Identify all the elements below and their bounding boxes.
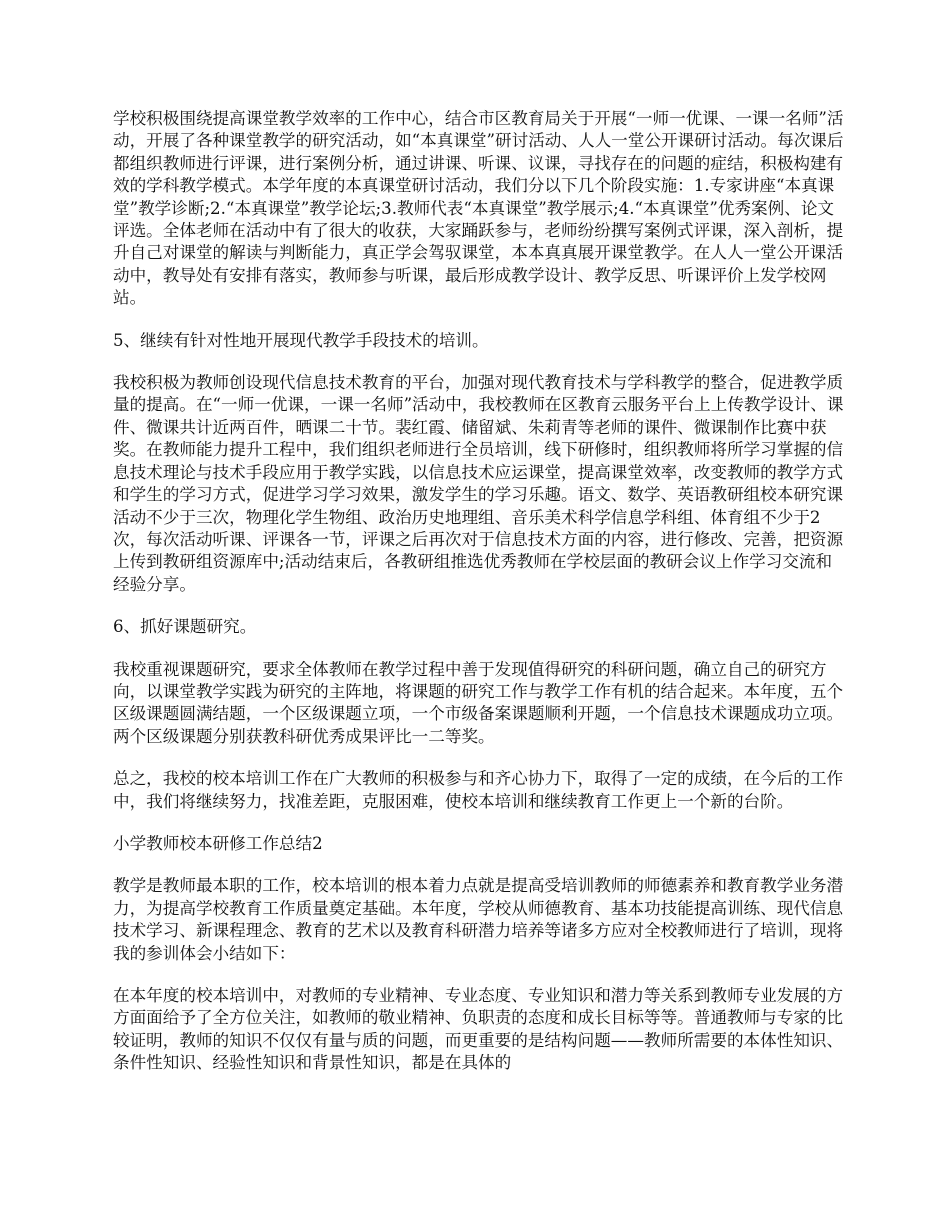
section-title-summary-2: 小学教师校本研修工作总结2 <box>113 833 323 853</box>
heading-item-5: 5、继续有针对性地开展现代教学手段技术的培训。 <box>113 330 489 350</box>
paragraph-teaching-research: 学校积极围绕提高课堂教学效率的工作中心，结合市区教育局关于开展“一师一优课、一课一名师”活动，开展了各种课堂教学的研究活动，如“本真课堂”研讨活动、人人一堂公开课研讨活动。每次课后都组织教师进行评课，进行案例分析，通过讲课、听课、议课，寻找存在的问题的症结，积极构建有效的学科教学模式。本学年度的本真课堂研讨活动，我们分以下几个阶段实施：1.专家讲座“本真课堂”教学诊断;2.“本真课堂”教学论坛;3.教师代表“本真课堂”教学展示;4.“本真课堂”优秀案例、论文评选。全体老师在活动中有了很大的收获，大家踊跃参与，老师纷纷撰写案例式评课，深入剖析，提升自己对课堂的解读与判断能力，真正学会驾驭课堂，本本真真展开课堂教学。在人人一堂公开课活动中，教导处有安排有落实，教师参与听课，最后形成教学设计、教学反思、听课评价上发学校网站。 <box>113 109 844 308</box>
paragraph-summary-2-body: 在本年度的校本培训中，对教师的专业精神、专业态度、专业知识和潜力等关系到教师专业发展的方方面面给予了全方位关注，如教师的敬业精神、负职责的态度和成长目标等等。普通教师与专家的比较证明，教师的知识不仅仅有量与质的问题，而更重要的是结构问题——教师所需要的本体性知识、条件性知识、经验性知识和背景性知识，都是在具体的 <box>113 986 844 1073</box>
heading-item-6: 6、抓好课题研究。 <box>113 617 257 637</box>
paragraph-it-training: 我校积极为教师创设现代信息技术教育的平台，加强对现代教育技术与学科教学的整合，促进教学质量的提高。在“一师一优课，一课一名师”活动中，我校教师在区教育云服务平台上上传教学设计、课件、微课共计近两百件，晒课二十节。裴红霞、储留斌、朱莉青等老师的课件、微课制作比赛中获奖。在教师能力提升工程中，我们组织老师进行全员培训，线下研修时，组织教师将所学习掌握的信息技术理论与技术手段应用于教学实践，以信息技术应运课堂，提高课堂效率，改变教师的教学方式和学生的学习方式，促进学习学习效果，激发学生的学习乐趣。语文、数学、英语教研组校本研究课活动不少于三次，物理化学生物组、政治历史地理组、音乐美术科学信息学科组、体育组不少于2次，每次活动听课、评课各一节，评课之后再次对于信息技术方面的内容，进行修改、完善，把资源上传到教研组资源库中;活动结束后，各教研组推选优秀教师在学校层面的教研会议上作学习交流和经验分享。 <box>113 373 844 594</box>
document-body <box>113 108 845 1075</box>
paragraph-conclusion: 总之，我校的校本培训工作在广大教师的积极参与和齐心协力下，取得了一定的成绩，在今后的工作中，我们将继续努力，找准差距，克服困难，使校本培训和继续教育工作更上一个新的台阶。 <box>113 769 844 811</box>
paragraph-summary-2-intro: 教学是教师最本职的工作，校本培训的根本着力点就是提高受培训教师的师德素养和教育教学业务潜力，为提高学校教育工作质量奠定基础。本年度，学校从师德教育、基本功技能提高训练、现代信息技术学习、新课程理念、教育的艺术以及教育科研潜力培养等诸多方应对全校教师进行了培训，现将我的参训体会小结如下： <box>113 876 844 963</box>
paragraph-research-topics: 我校重视课题研究，要求全体教师在教学过程中善于发现值得研究的科研问题，确立自己的研究方向，以课堂教学实践为研究的主阵地，将课题的研究工作与教学工作有机的结合起来。本年度，五个区级课题圆满结题，一个区级课题立项，一个市级备案课题顺利开题，一个信息技术课题成功立项。两个区级课题分别获教科研优秀成果评比一二等奖。 <box>113 659 844 746</box>
